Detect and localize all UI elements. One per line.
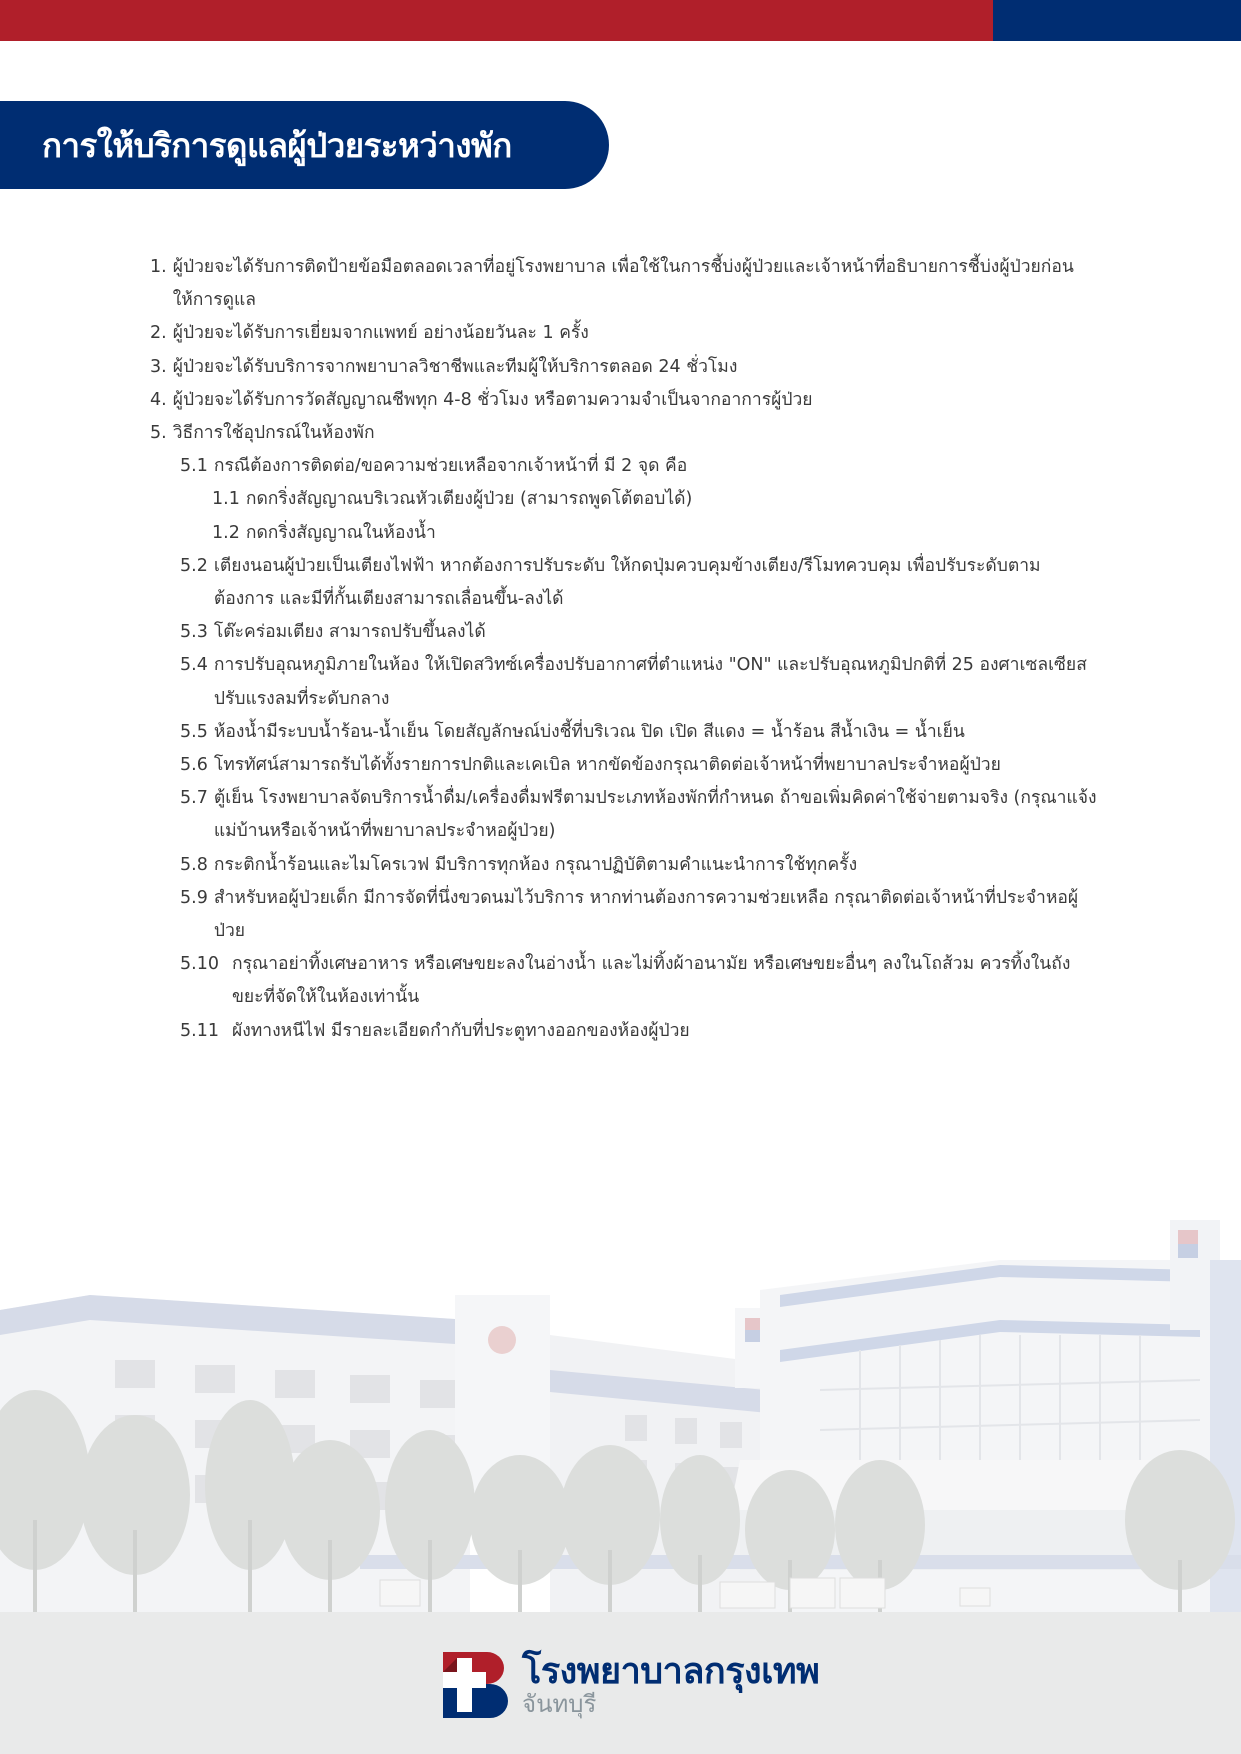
page-title-banner [0, 101, 609, 189]
item-number: 1.2 [212, 522, 240, 543]
item-text: ผังทางหนีไฟ มีรายละเอียดกำกับที่ประตูทางออกของห้องผู้ป่วย [231, 1020, 690, 1041]
item-text: สำหรับหอผู้ป่วยเด็ก มีการจัดที่นึ่งขวดนมไว้บริการ หากท่านต้องการความช่วยเหลือ กรุณาติดต่อเจ้าหน้าที่ประจำหอผู้ป่วย [213, 887, 1079, 942]
list-subitem [150, 749, 1100, 782]
item-number: 2. [150, 323, 167, 344]
item-text: ตู้เย็น โรงพยาบาลจัดบริการน้ำดื่ม/เครื่องดื่มฟรีตามประเภทห้องพักที่กำหนด ถ้าขอเพิ่มคิดค่าใช้จ่ายตามจริง (กรุณาแจ้งแม่บ้านหรือเจ้าหน้าที่พยาบาลประจำหอผู้ป่วย) [213, 788, 1097, 842]
item-number: 4. [150, 389, 167, 410]
list-subitem [150, 948, 1100, 1014]
logo-text [522, 1651, 820, 1718]
hospital-logo [443, 1652, 819, 1718]
top-color-bar [0, 0, 1241, 41]
list-item [150, 351, 1100, 384]
item-number: 5.2 [180, 555, 208, 576]
item-number: 5.1 [180, 456, 208, 477]
item-number: 5.9 [180, 887, 208, 908]
item-text: ผู้ป่วยจะได้รับการวัดสัญญาณชีพทุก 4-8 ชั่วโมง หรือตามความจำเป็นจากอาการผู้ป่วย [172, 389, 813, 410]
item-number: 5.6 [180, 755, 208, 776]
list-item [150, 417, 1100, 450]
list-subitem [150, 649, 1100, 715]
list-subitem [150, 716, 1100, 749]
list-item [150, 317, 1100, 350]
list-subsubitem [150, 517, 1100, 550]
item-text: ผู้ป่วยจะได้รับการติดป้ายข้อมือตลอดเวลาที่อยู่โรงพยาบาล เพื่อใช้ในการชี้บ่งผู้ป่วยและเจ้าหน้าที่อธิบายการชี้บ่งผู้ป่วยก่อนให้การดูแล [172, 257, 1074, 311]
list-subitem [150, 550, 1100, 616]
item-number: 1.1 [212, 489, 240, 510]
item-text: กดกริ่งสัญญาณในห้องน้ำ [245, 522, 436, 543]
item-text: กดกริ่งสัญญาณบริเวณหัวเตียงผู้ป่วย (สามารถพูดโต้ตอบได้) [245, 489, 693, 510]
list-subitem [150, 450, 1100, 483]
item-number: 5.8 [180, 854, 208, 875]
item-number: 5. [150, 423, 167, 444]
page-title: การให้บริการดูแลผู้ป่วยระหว่างพัก [42, 125, 512, 165]
item-text: โทรทัศน์สามารถรับได้ทั้งรายการปกติและเคเบิล หากขัดข้องกรุณาติดต่อเจ้าหน้าที่พยาบาลประจำหอผู้ป่วย [213, 755, 1001, 776]
service-list [150, 251, 1100, 1048]
list-item [150, 384, 1100, 417]
bangkok-hospital-logo-icon [443, 1652, 509, 1718]
item-number: 1. [150, 257, 167, 277]
list-subsubitem [150, 483, 1100, 516]
hospital-name: โรงพยาบาลกรุงเทพ [522, 1651, 820, 1692]
list-item [150, 251, 1100, 317]
item-number: 5.11 [180, 1020, 219, 1041]
item-text: โต๊ะคร่อมเตียง สามารถปรับขึ้นลงได้ [213, 622, 486, 643]
top-bar-blue-segment [993, 0, 1241, 41]
item-text: เตียงนอนผู้ป่วยเป็นเตียงไฟฟ้า หากต้องการปรับระดับ ให้กดปุ่มควบคุมข้างเตียง/รีโมทควบคุม เพื่อปรับระดับตามต้องการ และมีที่กั้นเตียงสามารถเลื่อนขึ้น-ลงได้ [213, 555, 1041, 610]
item-text: ผู้ป่วยจะได้รับบริการจากพยาบาลวิชาชีพและทีมผู้ให้บริการตลอด 24 ชั่วโมง [172, 356, 738, 377]
item-number: 3. [150, 356, 167, 377]
list-subitem [150, 616, 1100, 649]
item-number: 5.10 [180, 954, 219, 975]
item-text: วิธีการใช้อุปกรณ์ในห้องพัก [172, 423, 375, 444]
item-text: กระติกน้ำร้อนและไมโครเวฟ มีบริการทุกห้อง กรุณาปฏิบัติตามคำแนะนำการใช้ทุกครั้ง [213, 854, 858, 875]
item-number: 5.7 [180, 788, 208, 809]
item-text: ผู้ป่วยจะได้รับการเยี่ยมจากแพทย์ อย่างน้อยวันละ 1 ครั้ง [172, 323, 589, 344]
list-subitem [150, 849, 1100, 882]
item-number: 5.3 [180, 622, 208, 643]
item-text: กรณีต้องการติดต่อ/ขอความช่วยเหลือจากเจ้าหน้าที่ มี 2 จุด คือ [213, 456, 688, 477]
item-number: 5.5 [180, 721, 208, 742]
list-subitem [150, 782, 1100, 848]
hospital-building-background [0, 1220, 1241, 1612]
item-text: การปรับอุณหภูมิภายในห้อง ให้เปิดสวิทซ์เครื่องปรับอากาศที่ตำแหน่ง "ON" และปรับอุณหภูมิปกติที่ 25 องศาเซลเซียส ปรับแรงลมที่ระดับกลาง [213, 655, 1087, 709]
list-subitem [150, 882, 1100, 948]
top-bar-red-segment [0, 0, 993, 41]
item-text: กรุณาอย่าทิ้งเศษอาหาร หรือเศษขยะลงในอ่างน้ำ และไม่ทิ้งผ้าอนามัย หรือเศษขยะอื่นๆ ลงในโถส้วม ควรทิ้งในถังขยะที่จัดให้ในห้องเท่านั้น [231, 954, 1071, 1008]
building-illustration-icon [0, 1220, 1241, 1612]
item-text: ห้องน้ำมีระบบน้ำร้อน-น้ำเย็น โดยสัญลักษณ์บ่งชี้ที่บริเวณ ปิด เปิด สีแดง = น้ำร้อน สีน้ำเงิน = น้ำเย็น [213, 721, 965, 742]
list-subitem [150, 1015, 1100, 1048]
item-number: 5.4 [180, 655, 208, 676]
branch-name: จันทบุรี [522, 1690, 597, 1718]
